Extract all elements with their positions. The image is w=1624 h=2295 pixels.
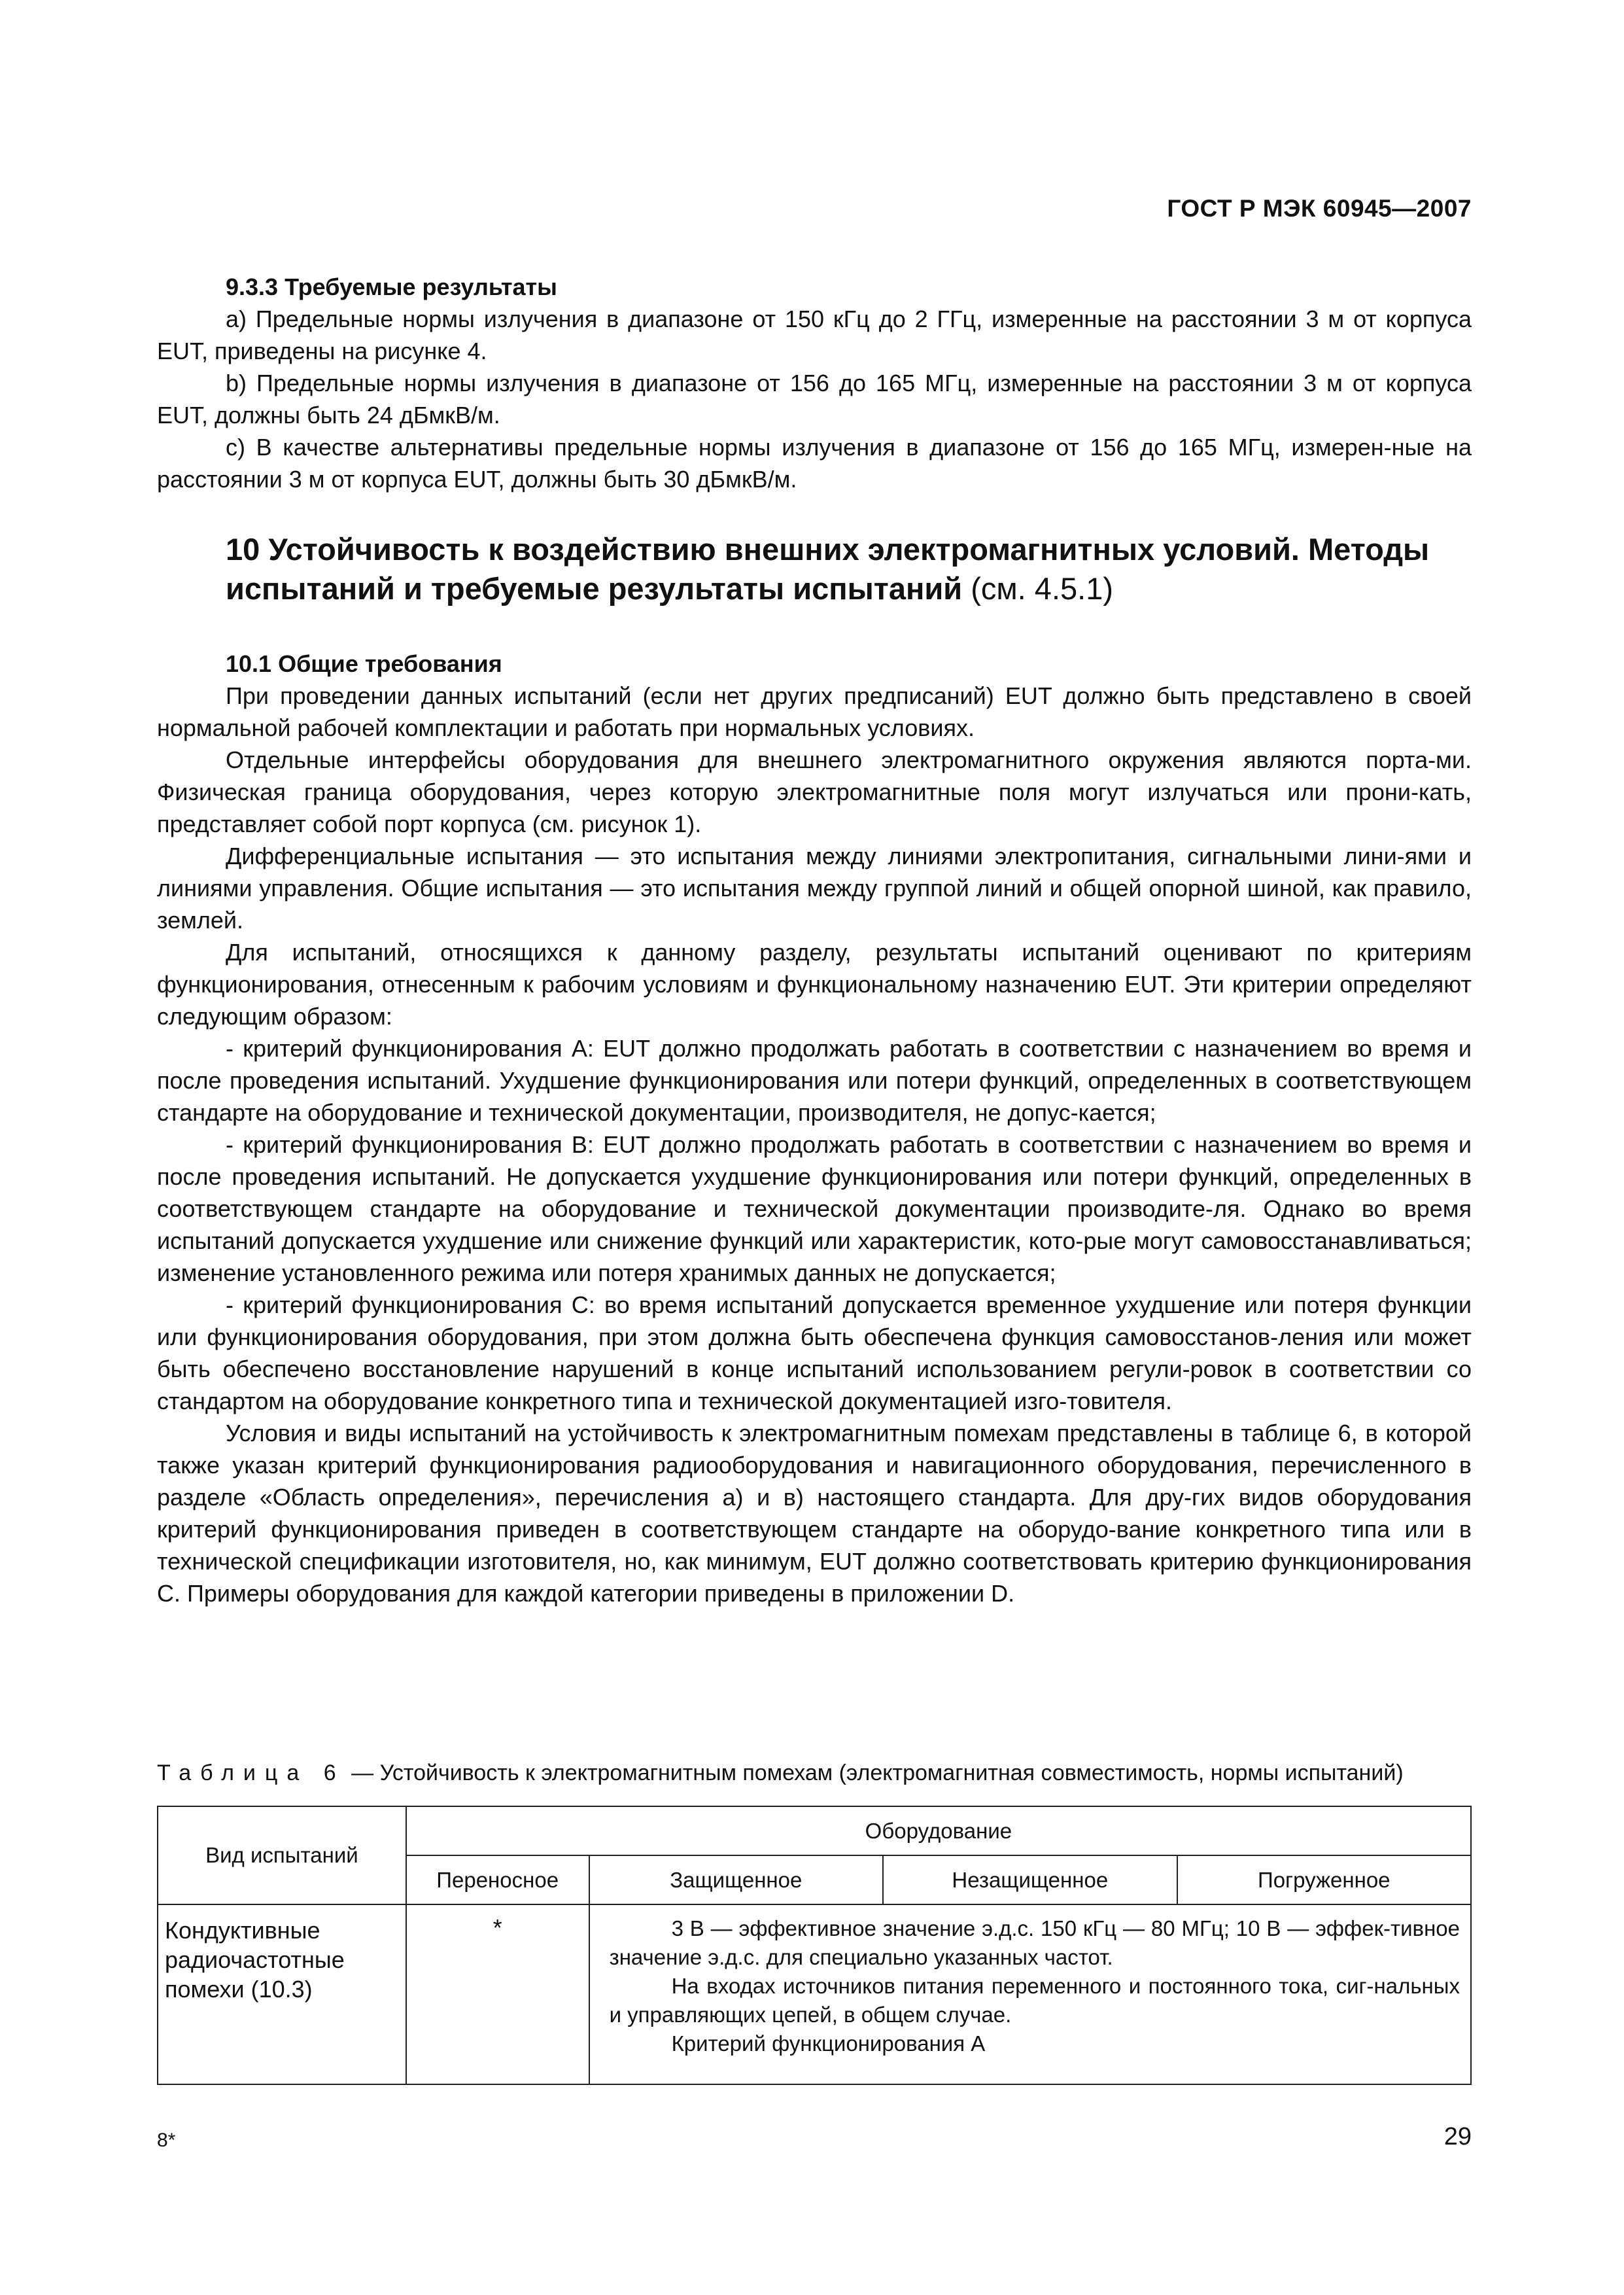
paragraph-10-1-4: Для испытаний, относящихся к данному разделу, результаты испытаний оценивают по критериям функционирования, отнесенным к рабочим условиям и функциональному назначению EUT. Эти критерии определяют следующим образом: bbox=[157, 939, 1472, 1030]
table-header-portable: Переносное bbox=[406, 1855, 589, 1904]
paragraph-10-1-1: При проведении данных испытаний (если нет других предписаний) EUT должно быть представлено в своей нормальной рабочей комплектации и работать при нормальных условиях. bbox=[157, 682, 1472, 741]
table-6 bbox=[157, 1806, 1472, 2085]
table-cell-test: Кондуктивные радиочастотные помехи (10.3) bbox=[158, 1904, 406, 2084]
requirement-line-3: Критерий функционирования А bbox=[671, 2031, 986, 2056]
section-10-heading bbox=[157, 530, 1472, 608]
paragraph-9-3-3-a: а) Предельные нормы излучения в диапазоне от 150 кГц до 2 ГГц, измеренные на расстоянии 3 м от корпуса EUT, приведены на рисунке 4. bbox=[157, 306, 1472, 364]
page-number: 29 bbox=[1443, 2123, 1472, 2150]
table-6-caption bbox=[157, 1759, 1472, 1787]
table-header-protected: Защищенное bbox=[589, 1855, 883, 1904]
section-9-3-3 bbox=[157, 271, 1472, 495]
paragraph-10-1-8: Условия и виды испытаний на устойчивость к электромагнитным помехам представлены в таблице 6, в которой также указан критерий функционирования радиооборудования и навигационного оборудования, перечисленного в разделе «Область определения», перечисления а) и в) настоящего стандарта. Для дру-гих видов оборудования критерий функционирования приведен в соответствующем стандарте на оборудо-вание конкретного типа или в технической спецификации изготовителя, но, как минимум, EUT должно соответствовать критерию функционирования С. Примеры оборудования для каждой категории приведены в приложении D. bbox=[157, 1420, 1472, 1607]
section-9-3-3-title: 9.3.3 Требуемые результаты bbox=[226, 273, 557, 300]
paragraph-criterion-c: - критерий функционирования С: во время испытаний допускается временное ухудшение или потеря функции или функционирования оборудования, при этом должна быть обеспечена функция самовосстанов-ления или может быть обеспечено восстановление нарушений в конце испытаний использованием регули-ровок в соответствии со стандартом на оборудование конкретного типа и технической документацией изго-товителя. bbox=[157, 1291, 1472, 1414]
paragraph-9-3-3-c: с) В качестве альтернативы предельные нормы излучения в диапазоне от 156 до 165 МГц, измерен-ные на расстоянии 3 м от корпуса EUT, должны быть 30 дБмкВ/м. bbox=[157, 434, 1472, 493]
section-10-title bbox=[226, 530, 1472, 608]
requirement-line-1: 3 В — эффективное значение э.д.с. 150 кГц — 80 МГц; 10 В — эффек-тивное значение э.д.с. для специально указанных частот. bbox=[609, 1916, 1460, 1969]
table-header-submerged: Погруженное bbox=[1177, 1855, 1471, 1904]
paragraph-criterion-a: - критерий функционирования А: EUT должно продолжать работать в соответствии с назначением во время и после проведения испытаний. Ухудшение функционирования или потери функций, определенных в соответствующем стандарте на оборудование и технической документации, производителя, не допус-кается; bbox=[157, 1035, 1472, 1126]
table-cell-portable: * bbox=[406, 1904, 589, 2084]
table-6-caption-text: — Устойчивость к электромагнитным помехам (электромагнитная совместимость, нормы испытаний) bbox=[345, 1761, 1404, 1785]
requirement-line-2: На входах источников питания переменного и постоянного тока, сиг-нальных и управляющих цепей, в общем случае. bbox=[609, 1974, 1460, 2027]
table-row bbox=[158, 1904, 1471, 2084]
section-10-ref: (см. 4.5.1) bbox=[971, 571, 1113, 606]
paragraph-9-3-3-b: b) Предельные нормы излучения в диапазоне от 156 до 165 МГц, измеренные на расстоянии 3 м от корпуса EUT, должны быть 24 дБмкВ/м. bbox=[157, 370, 1472, 429]
section-10-1-title: 10.1 Общие требования bbox=[226, 650, 502, 677]
table-header-equipment: Оборудование bbox=[406, 1806, 1471, 1855]
table-cell-requirements bbox=[589, 1904, 1471, 2084]
paragraph-criterion-b: - критерий функционирования В: EUT должно продолжать работать в соответствии с назначением во время и после проведения испытаний. Не допускается ухудшение функционирования или потери функций, определенных в соответствующем стандарте на оборудование и технической документации производите-ля. Однако во время испытаний допускается ухудшение или снижение функций или характеристик, кото-рые могут самовосстанавливаться; изменение установленного режима или потеря хранимых данных не допускается; bbox=[157, 1131, 1472, 1286]
document-header: ГОСТ Р МЭК 60945—2007 bbox=[1167, 195, 1472, 222]
paragraph-10-1-2: Отдельные интерфейсы оборудования для внешнего электромагнитного окружения являются порта-ми. Физическая граница оборудования, через которую электромагнитные поля могут излучаться или прони-кать, представляет собой порт корпуса (см. рисунок 1). bbox=[157, 746, 1472, 837]
table-header-unprotected: Незащищенное bbox=[883, 1855, 1177, 1904]
table-6-caption-label: Таблица 6 bbox=[157, 1761, 345, 1785]
section-10-title-text: 10 Устойчивость к воздействию внешних электромагнитных условий. Методы испытаний и требуемые результаты испытаний bbox=[226, 532, 1430, 606]
table-header-test-type: Вид испытаний bbox=[158, 1806, 406, 1904]
table-6-block bbox=[157, 1759, 1472, 2085]
footer-sheet-mark: 8* bbox=[157, 2129, 176, 2151]
section-10-1 bbox=[157, 648, 1472, 1609]
paragraph-10-1-3: Дифференциальные испытания — это испытания между линиями электропитания, сигнальными лини-ями и линиями управления. Общие испытания — это испытания между группой линий и общей опорной шиной, как правило, землей. bbox=[157, 843, 1472, 934]
